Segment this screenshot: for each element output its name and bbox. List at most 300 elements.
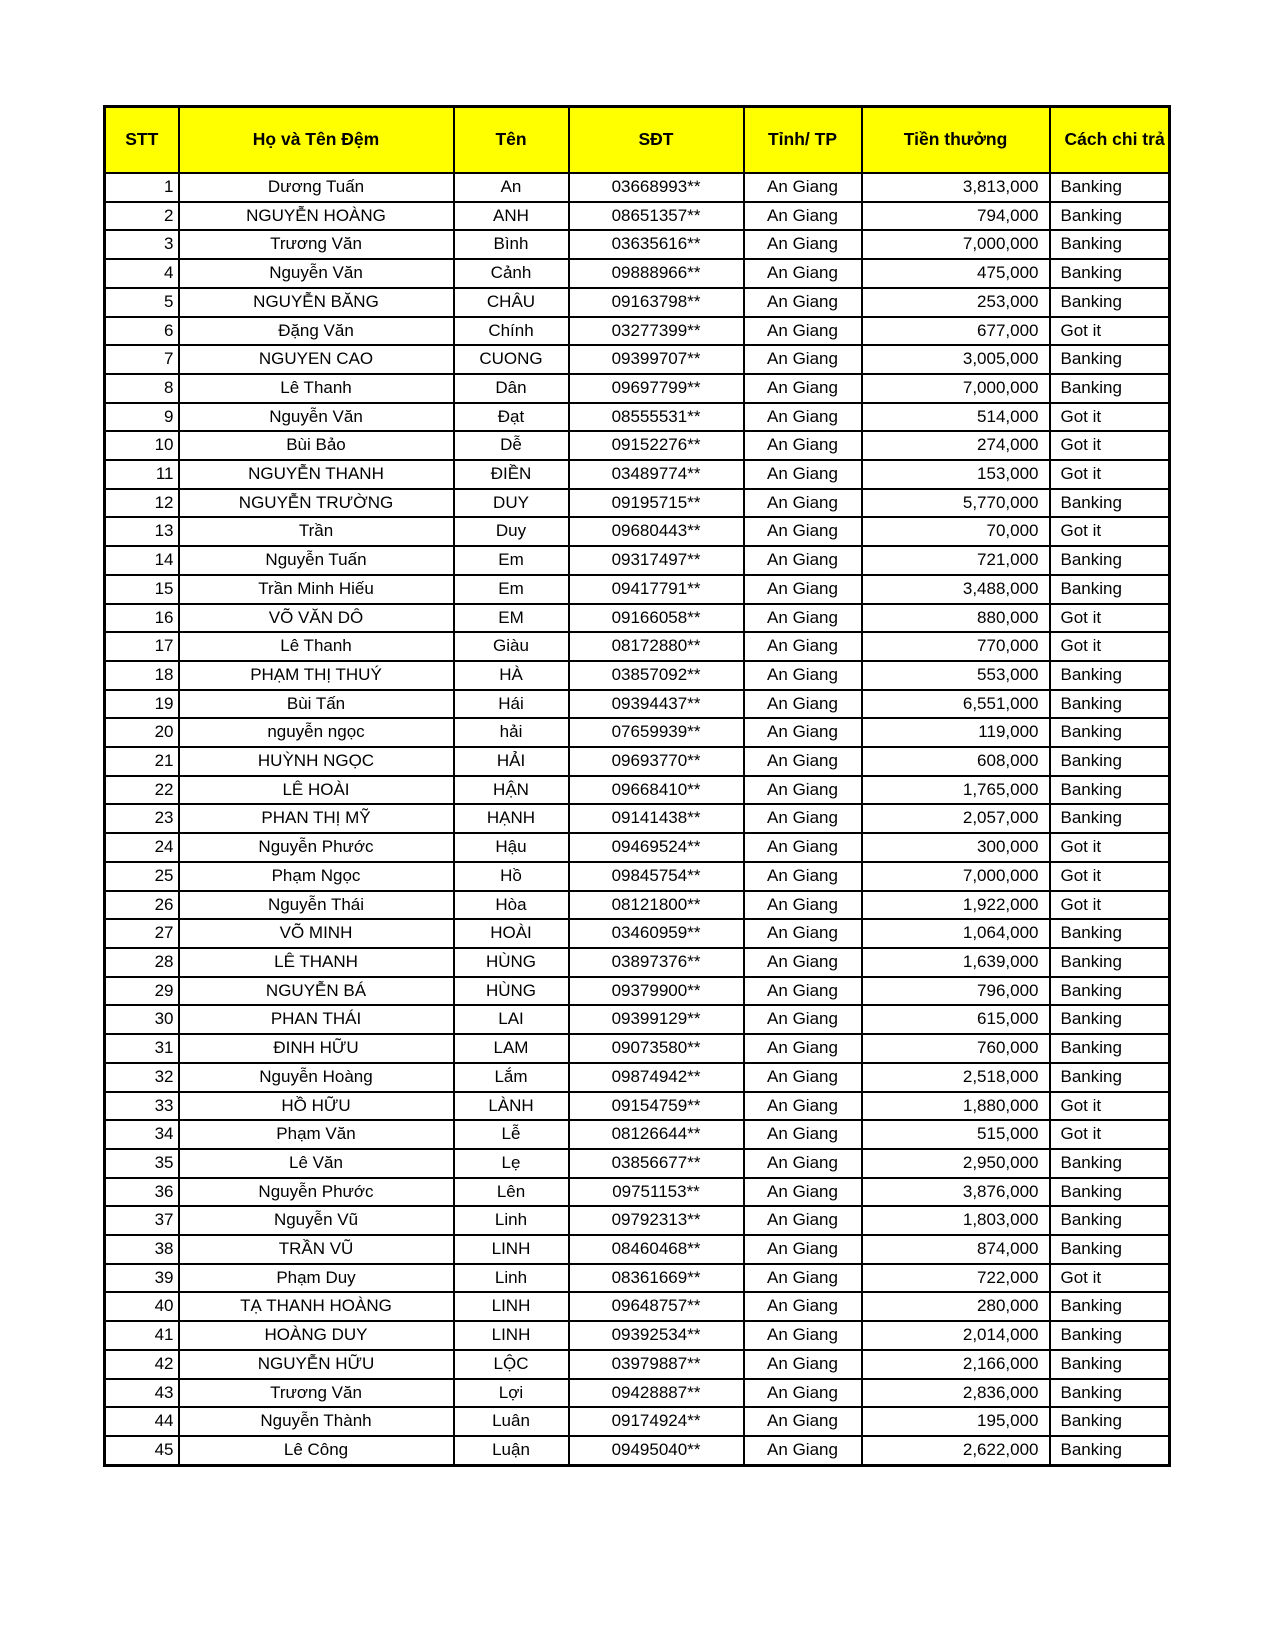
cell-province: An Giang <box>744 1292 862 1321</box>
cell-full-name: HUỲNH NGỌC <box>179 747 454 776</box>
table-row <box>105 833 1170 862</box>
table-row <box>105 632 1170 661</box>
table-row <box>105 230 1170 259</box>
table-row <box>105 1005 1170 1034</box>
cell-phone: 09792313** <box>569 1206 744 1235</box>
cell-first-name: hải <box>454 718 569 747</box>
cell-payment: Banking <box>1050 1379 1170 1408</box>
cell-payment: Banking <box>1050 1063 1170 1092</box>
table-row <box>105 517 1170 546</box>
cell-payment: Got it <box>1050 1092 1170 1121</box>
table-row <box>105 1235 1170 1264</box>
cell-payment: Banking <box>1050 288 1170 317</box>
cell-prize: 280,000 <box>862 1292 1050 1321</box>
cell-full-name: Nguyễn Văn <box>179 403 454 432</box>
cell-province: An Giang <box>744 230 862 259</box>
cell-first-name: HẢI <box>454 747 569 776</box>
cell-prize: 553,000 <box>862 661 1050 690</box>
cell-stt: 5 <box>105 288 179 317</box>
cell-phone: 09317497** <box>569 546 744 575</box>
cell-province: An Giang <box>744 1350 862 1379</box>
cell-payment: Banking <box>1050 1321 1170 1350</box>
cell-full-name: NGUYỄN TRƯỜNG <box>179 489 454 518</box>
cell-first-name: Em <box>454 546 569 575</box>
cell-phone: 09174924** <box>569 1407 744 1436</box>
cell-prize: 1,803,000 <box>862 1206 1050 1235</box>
cell-first-name: Dễ <box>454 431 569 460</box>
cell-phone: 08460468** <box>569 1235 744 1264</box>
table-row <box>105 1407 1170 1436</box>
cell-prize: 722,000 <box>862 1264 1050 1293</box>
cell-province: An Giang <box>744 259 862 288</box>
cell-payment: Banking <box>1050 919 1170 948</box>
cell-stt: 18 <box>105 661 179 690</box>
cell-phone: 09163798** <box>569 288 744 317</box>
cell-full-name: LÊ THANH <box>179 948 454 977</box>
cell-full-name: NGUYỄN BÁ <box>179 977 454 1006</box>
cell-full-name: Phạm Duy <box>179 1264 454 1293</box>
cell-stt: 1 <box>105 173 179 202</box>
cell-phone: 03668993** <box>569 173 744 202</box>
cell-full-name: Bùi Tấn <box>179 690 454 719</box>
cell-first-name: HẬN <box>454 776 569 805</box>
cell-payment: Banking <box>1050 1005 1170 1034</box>
cell-payment: Got it <box>1050 403 1170 432</box>
cell-phone: 09195715** <box>569 489 744 518</box>
cell-province: An Giang <box>744 632 862 661</box>
cell-province: An Giang <box>744 948 862 977</box>
table-row <box>105 977 1170 1006</box>
table-row <box>105 776 1170 805</box>
cell-full-name: Nguyễn Thái <box>179 891 454 920</box>
table-row <box>105 1034 1170 1063</box>
cell-stt: 4 <box>105 259 179 288</box>
cell-phone: 09399707** <box>569 345 744 374</box>
cell-payment: Banking <box>1050 1350 1170 1379</box>
cell-stt: 45 <box>105 1436 179 1465</box>
cell-payment: Banking <box>1050 1407 1170 1436</box>
cell-payment: Banking <box>1050 661 1170 690</box>
cell-phone: 09874942** <box>569 1063 744 1092</box>
table-row <box>105 1063 1170 1092</box>
cell-phone: 03460959** <box>569 919 744 948</box>
cell-first-name: Cảnh <box>454 259 569 288</box>
table-row <box>105 1321 1170 1350</box>
table-row <box>105 1350 1170 1379</box>
table-row <box>105 317 1170 346</box>
cell-full-name: TRẦN VŨ <box>179 1235 454 1264</box>
cell-stt: 6 <box>105 317 179 346</box>
cell-province: An Giang <box>744 403 862 432</box>
cell-full-name: Nguyễn Thành <box>179 1407 454 1436</box>
cell-stt: 17 <box>105 632 179 661</box>
cell-payment: Banking <box>1050 1149 1170 1178</box>
cell-prize: 1,922,000 <box>862 891 1050 920</box>
cell-province: An Giang <box>744 1120 862 1149</box>
cell-first-name: LỘC <box>454 1350 569 1379</box>
cell-phone: 09680443** <box>569 517 744 546</box>
cell-phone: 09166058** <box>569 604 744 633</box>
cell-payment: Got it <box>1050 862 1170 891</box>
cell-payment: Banking <box>1050 690 1170 719</box>
cell-first-name: LINH <box>454 1321 569 1350</box>
cell-payment: Banking <box>1050 489 1170 518</box>
cell-stt: 35 <box>105 1149 179 1178</box>
cell-full-name: Nguyễn Văn <box>179 259 454 288</box>
cell-province: An Giang <box>744 345 862 374</box>
cell-prize: 514,000 <box>862 403 1050 432</box>
cell-prize: 2,166,000 <box>862 1350 1050 1379</box>
cell-full-name: Trần Minh Hiếu <box>179 575 454 604</box>
cell-first-name: An <box>454 173 569 202</box>
cell-prize: 3,876,000 <box>862 1178 1050 1207</box>
cell-phone: 09668410** <box>569 776 744 805</box>
cell-prize: 721,000 <box>862 546 1050 575</box>
cell-full-name: ĐINH HỮU <box>179 1034 454 1063</box>
cell-full-name: NGUYEN CAO <box>179 345 454 374</box>
cell-full-name: NGUYỄN HOÀNG <box>179 202 454 231</box>
cell-first-name: LAM <box>454 1034 569 1063</box>
cell-full-name: Nguyễn Tuấn <box>179 546 454 575</box>
cell-payment: Banking <box>1050 1178 1170 1207</box>
cell-prize: 70,000 <box>862 517 1050 546</box>
cell-stt: 20 <box>105 718 179 747</box>
cell-first-name: LÀNH <box>454 1092 569 1121</box>
cell-stt: 33 <box>105 1092 179 1121</box>
header-cell-phone: SĐT <box>569 107 744 174</box>
table-row <box>105 1149 1170 1178</box>
cell-phone: 08126644** <box>569 1120 744 1149</box>
cell-payment: Got it <box>1050 1120 1170 1149</box>
cell-payment: Banking <box>1050 1436 1170 1465</box>
cell-province: An Giang <box>744 202 862 231</box>
cell-prize: 7,000,000 <box>862 374 1050 403</box>
table-row <box>105 804 1170 833</box>
cell-payment: Got it <box>1050 632 1170 661</box>
cell-first-name: HÙNG <box>454 977 569 1006</box>
cell-stt: 2 <box>105 202 179 231</box>
cell-prize: 615,000 <box>862 1005 1050 1034</box>
cell-province: An Giang <box>744 575 862 604</box>
cell-payment: Banking <box>1050 374 1170 403</box>
cell-payment: Got it <box>1050 431 1170 460</box>
cell-full-name: PHẠM THỊ THUÝ <box>179 661 454 690</box>
cell-first-name: LINH <box>454 1235 569 1264</box>
cell-payment: Got it <box>1050 1264 1170 1293</box>
cell-first-name: Em <box>454 575 569 604</box>
cell-payment: Banking <box>1050 230 1170 259</box>
cell-phone: 09394437** <box>569 690 744 719</box>
cell-first-name: Đạt <box>454 403 569 432</box>
cell-stt: 34 <box>105 1120 179 1149</box>
cell-full-name: LÊ HOÀI <box>179 776 454 805</box>
cell-payment: Banking <box>1050 575 1170 604</box>
cell-province: An Giang <box>744 690 862 719</box>
cell-prize: 760,000 <box>862 1034 1050 1063</box>
cell-province: An Giang <box>744 833 862 862</box>
cell-province: An Giang <box>744 460 862 489</box>
cell-phone: 03979887** <box>569 1350 744 1379</box>
cell-prize: 3,813,000 <box>862 173 1050 202</box>
table-row <box>105 747 1170 776</box>
cell-stt: 27 <box>105 919 179 948</box>
cell-full-name: PHAN THỊ MỸ <box>179 804 454 833</box>
table-row <box>105 919 1170 948</box>
cell-phone: 03489774** <box>569 460 744 489</box>
table-row <box>105 661 1170 690</box>
table-row <box>105 1178 1170 1207</box>
cell-prize: 880,000 <box>862 604 1050 633</box>
cell-full-name: Trương Văn <box>179 230 454 259</box>
cell-full-name: Lê Văn <box>179 1149 454 1178</box>
cell-stt: 42 <box>105 1350 179 1379</box>
table-row <box>105 1120 1170 1149</box>
cell-phone: 09154759** <box>569 1092 744 1121</box>
cell-stt: 11 <box>105 460 179 489</box>
cell-first-name: Lẹ <box>454 1149 569 1178</box>
cell-prize: 2,950,000 <box>862 1149 1050 1178</box>
cell-payment: Banking <box>1050 173 1170 202</box>
cell-stt: 21 <box>105 747 179 776</box>
cell-province: An Giang <box>744 1092 862 1121</box>
cell-first-name: Duy <box>454 517 569 546</box>
cell-province: An Giang <box>744 1149 862 1178</box>
cell-prize: 1,639,000 <box>862 948 1050 977</box>
cell-payment: Banking <box>1050 202 1170 231</box>
cell-full-name: Bùi Bảo <box>179 431 454 460</box>
cell-province: An Giang <box>744 431 862 460</box>
cell-province: An Giang <box>744 776 862 805</box>
cell-province: An Giang <box>744 1321 862 1350</box>
table-row <box>105 948 1170 977</box>
cell-phone: 09152276** <box>569 431 744 460</box>
cell-province: An Giang <box>744 1379 862 1408</box>
cell-first-name: HÀ <box>454 661 569 690</box>
cell-phone: 09073580** <box>569 1034 744 1063</box>
cell-first-name: Linh <box>454 1264 569 1293</box>
table-row <box>105 345 1170 374</box>
cell-first-name: LINH <box>454 1292 569 1321</box>
cell-prize: 153,000 <box>862 460 1050 489</box>
cell-stt: 28 <box>105 948 179 977</box>
header-row <box>105 107 1170 174</box>
cell-first-name: Hậu <box>454 833 569 862</box>
cell-phone: 08555531** <box>569 403 744 432</box>
cell-first-name: EM <box>454 604 569 633</box>
cell-full-name: Đặng Văn <box>179 317 454 346</box>
cell-full-name: Trương Văn <box>179 1379 454 1408</box>
cell-payment: Banking <box>1050 977 1170 1006</box>
header-cell-full-name: Họ và Tên Đệm <box>179 107 454 174</box>
cell-first-name: Giàu <box>454 632 569 661</box>
cell-full-name: NGUYỄN THANH <box>179 460 454 489</box>
cell-prize: 475,000 <box>862 259 1050 288</box>
table-row <box>105 173 1170 202</box>
cell-phone: 09141438** <box>569 804 744 833</box>
cell-first-name: HÙNG <box>454 948 569 977</box>
cell-phone: 03897376** <box>569 948 744 977</box>
cell-full-name: Lê Thanh <box>179 374 454 403</box>
cell-stt: 15 <box>105 575 179 604</box>
cell-phone: 09693770** <box>569 747 744 776</box>
cell-full-name: VÕ MINH <box>179 919 454 948</box>
table-body <box>105 173 1170 1465</box>
cell-prize: 3,488,000 <box>862 575 1050 604</box>
cell-stt: 10 <box>105 431 179 460</box>
cell-payment: Got it <box>1050 604 1170 633</box>
cell-phone: 09751153** <box>569 1178 744 1207</box>
cell-payment: Banking <box>1050 804 1170 833</box>
cell-province: An Giang <box>744 977 862 1006</box>
cell-prize: 2,622,000 <box>862 1436 1050 1465</box>
cell-first-name: Hái <box>454 690 569 719</box>
header-cell-first-name: Tên <box>454 107 569 174</box>
cell-phone: 08651357** <box>569 202 744 231</box>
cell-phone: 09469524** <box>569 833 744 862</box>
cell-phone: 08361669** <box>569 1264 744 1293</box>
cell-full-name: Nguyễn Hoàng <box>179 1063 454 1092</box>
cell-first-name: ĐIỀN <box>454 460 569 489</box>
table-row <box>105 546 1170 575</box>
table-row <box>105 690 1170 719</box>
cell-first-name: Luận <box>454 1436 569 1465</box>
cell-province: An Giang <box>744 1235 862 1264</box>
cell-province: An Giang <box>744 1178 862 1207</box>
cell-phone: 08172880** <box>569 632 744 661</box>
cell-phone: 09417791** <box>569 575 744 604</box>
cell-first-name: HOÀI <box>454 919 569 948</box>
table-row <box>105 374 1170 403</box>
cell-stt: 23 <box>105 804 179 833</box>
table-row <box>105 575 1170 604</box>
cell-phone: 09845754** <box>569 862 744 891</box>
cell-first-name: ANH <box>454 202 569 231</box>
cell-payment: Banking <box>1050 776 1170 805</box>
cell-prize: 1,064,000 <box>862 919 1050 948</box>
cell-province: An Giang <box>744 919 862 948</box>
cell-payment: Got it <box>1050 891 1170 920</box>
cell-full-name: HOÀNG DUY <box>179 1321 454 1350</box>
cell-stt: 14 <box>105 546 179 575</box>
header-cell-prize: Tiền thưởng <box>862 107 1050 174</box>
cell-stt: 22 <box>105 776 179 805</box>
cell-province: An Giang <box>744 1436 862 1465</box>
table-row <box>105 460 1170 489</box>
cell-province: An Giang <box>744 546 862 575</box>
cell-stt: 9 <box>105 403 179 432</box>
cell-stt: 7 <box>105 345 179 374</box>
cell-stt: 13 <box>105 517 179 546</box>
cell-phone: 09648757** <box>569 1292 744 1321</box>
cell-province: An Giang <box>744 1063 862 1092</box>
cell-province: An Giang <box>744 747 862 776</box>
table-row <box>105 288 1170 317</box>
cell-payment: Banking <box>1050 718 1170 747</box>
table-row <box>105 862 1170 891</box>
cell-prize: 3,005,000 <box>862 345 1050 374</box>
cell-prize: 2,057,000 <box>862 804 1050 833</box>
cell-prize: 274,000 <box>862 431 1050 460</box>
cell-province: An Giang <box>744 661 862 690</box>
cell-stt: 8 <box>105 374 179 403</box>
cell-stt: 31 <box>105 1034 179 1063</box>
cell-payment: Banking <box>1050 1034 1170 1063</box>
cell-payment: Banking <box>1050 747 1170 776</box>
cell-prize: 794,000 <box>862 202 1050 231</box>
cell-prize: 2,518,000 <box>862 1063 1050 1092</box>
cell-phone: 09399129** <box>569 1005 744 1034</box>
cell-stt: 41 <box>105 1321 179 1350</box>
table-row <box>105 489 1170 518</box>
cell-prize: 119,000 <box>862 718 1050 747</box>
cell-prize: 796,000 <box>862 977 1050 1006</box>
cell-stt: 40 <box>105 1292 179 1321</box>
cell-stt: 19 <box>105 690 179 719</box>
cell-province: An Giang <box>744 1034 862 1063</box>
cell-province: An Giang <box>744 288 862 317</box>
cell-payment: Banking <box>1050 546 1170 575</box>
table-row <box>105 1292 1170 1321</box>
cell-phone: 09495040** <box>569 1436 744 1465</box>
cell-full-name: NGUYỄN HỮU <box>179 1350 454 1379</box>
header-cell-payment: Cách chi trả <box>1050 107 1170 174</box>
cell-province: An Giang <box>744 1005 862 1034</box>
cell-phone: 09379900** <box>569 977 744 1006</box>
cell-payment: Banking <box>1050 948 1170 977</box>
cell-phone: 09428887** <box>569 1379 744 1408</box>
cell-phone: 08121800** <box>569 891 744 920</box>
cell-full-name: Nguyễn Vũ <box>179 1206 454 1235</box>
cell-prize: 253,000 <box>862 288 1050 317</box>
cell-first-name: Lợi <box>454 1379 569 1408</box>
table-row <box>105 718 1170 747</box>
cell-payment: Got it <box>1050 317 1170 346</box>
cell-payment: Got it <box>1050 517 1170 546</box>
cell-phone: 03856677** <box>569 1149 744 1178</box>
cell-full-name: PHAN THÁI <box>179 1005 454 1034</box>
cell-stt: 3 <box>105 230 179 259</box>
cell-full-name: Trần <box>179 517 454 546</box>
cell-province: An Giang <box>744 374 862 403</box>
cell-province: An Giang <box>744 604 862 633</box>
cell-prize: 2,836,000 <box>862 1379 1050 1408</box>
cell-province: An Giang <box>744 489 862 518</box>
cell-phone: 03277399** <box>569 317 744 346</box>
cell-province: An Giang <box>744 317 862 346</box>
cell-stt: 16 <box>105 604 179 633</box>
cell-stt: 44 <box>105 1407 179 1436</box>
cell-prize: 1,765,000 <box>862 776 1050 805</box>
cell-first-name: LAI <box>454 1005 569 1034</box>
header-cell-province: Tỉnh/ TP <box>744 107 862 174</box>
cell-province: An Giang <box>744 862 862 891</box>
cell-prize: 677,000 <box>862 317 1050 346</box>
cell-prize: 6,551,000 <box>862 690 1050 719</box>
cell-province: An Giang <box>744 804 862 833</box>
cell-full-name: Nguyễn Phước <box>179 1178 454 1207</box>
cell-first-name: Dân <box>454 374 569 403</box>
cell-prize: 1,880,000 <box>862 1092 1050 1121</box>
table-row <box>105 431 1170 460</box>
cell-phone: 09697799** <box>569 374 744 403</box>
cell-full-name: NGUYỄN BĂNG <box>179 288 454 317</box>
cell-prize: 300,000 <box>862 833 1050 862</box>
cell-phone: 07659939** <box>569 718 744 747</box>
cell-full-name: TẠ THANH HOÀNG <box>179 1292 454 1321</box>
cell-full-name: Phạm Văn <box>179 1120 454 1149</box>
cell-province: An Giang <box>744 1407 862 1436</box>
cell-first-name: Luân <box>454 1407 569 1436</box>
